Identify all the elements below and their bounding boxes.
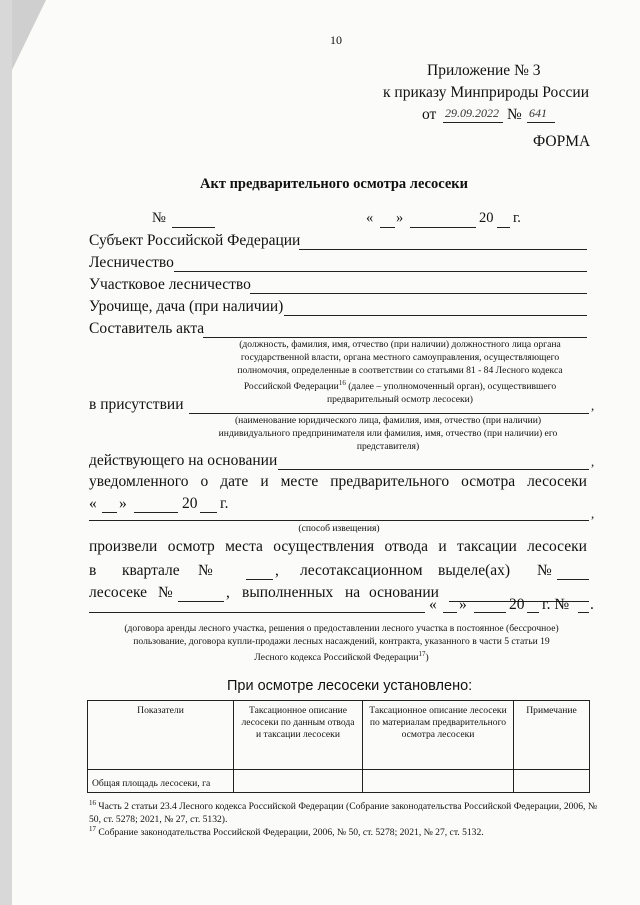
appendix-label: Приложение № 3 <box>427 62 541 79</box>
tract-field[interactable] <box>284 315 587 316</box>
established-heading: При осмотре лесосеки установлено: <box>227 678 473 694</box>
district-forestry-field[interactable] <box>250 293 587 294</box>
basis-field[interactable] <box>278 469 589 470</box>
act-date-quote-close: » <box>396 210 404 226</box>
row-cell-survey[interactable] <box>234 770 363 793</box>
header-note: Примечание <box>514 701 590 770</box>
table-header-row <box>88 701 590 770</box>
order-label: к приказу Минприроды России <box>383 84 590 101</box>
district-forestry-label: Участковое лесничество <box>89 276 251 293</box>
page-number: 10 <box>330 33 342 47</box>
act-year-prefix: 20 <box>479 210 494 226</box>
order-number-value: 641 <box>529 106 547 120</box>
notice-method-field[interactable] <box>89 520 589 521</box>
section-number-field[interactable] <box>557 579 589 580</box>
contract-month-field[interactable] <box>474 612 506 613</box>
footnote-separator <box>87 792 237 793</box>
presence-note: (наименование юридического лица, фамилия, имя, отчество (при наличии) индивидуального предпринимателя или фамилия, имя, отчество (при наличии) его представителя) <box>218 415 558 452</box>
act-day-field[interactable] <box>380 227 395 228</box>
form-label: ФОРМА <box>533 133 591 150</box>
page-corner-shadow <box>12 0 46 70</box>
basis-label: действующего на основании <box>89 452 278 469</box>
quarter-number-field[interactable] <box>246 579 273 580</box>
inspection-line: произвели осмотр места осуществления отвода и таксации лесосеки <box>89 538 587 555</box>
contract-year-field[interactable] <box>527 612 539 613</box>
act-number-field[interactable] <box>172 227 215 228</box>
forestry-field[interactable] <box>174 271 587 272</box>
notified-day-field[interactable] <box>102 512 117 513</box>
order-date-prefix: от <box>422 106 437 123</box>
document-title: Акт предварительного осмотра лесосеки <box>200 176 468 192</box>
forestry-label: Лесничество <box>89 254 174 271</box>
act-date-quote-open: « <box>366 210 374 226</box>
notified-year-field[interactable] <box>200 512 217 513</box>
compiler-label: Составитель акта <box>89 320 205 337</box>
act-year-field[interactable] <box>497 227 510 228</box>
notified-month-field[interactable] <box>134 512 178 513</box>
notice-method-note: (способ извещения) <box>298 523 380 534</box>
compiler-note: (должность, фамилия, имя, отчество (при наличии) должностного лица органа государственной власти, органа местного самоуправления, осуществляющего полномочия, определенные в соответствии со статьями 81 - 84 Лесного кодекса Российской Федерации$^{16}$ (далее – уполномоченный орган), осуществившего предварительный осмотр лесосеки) <box>237 339 563 406</box>
contract-day-field[interactable] <box>443 612 457 613</box>
row-label: Общая площадь лесосеки, га <box>88 770 234 793</box>
notified-line: уведомленного о дате и месте предварительного осмотра лесосеки <box>89 473 587 490</box>
presence-label: в присутствии <box>89 396 184 413</box>
row-cell-note[interactable] <box>514 770 590 793</box>
order-number-prefix: № <box>507 106 522 123</box>
subject-field[interactable] <box>299 249 587 250</box>
inspection-table <box>87 700 590 793</box>
contract-note: (договора аренды лесного участка, решения о предоставлении лесного участка в постоянное (бессрочное) пользование, договора купли-продажи лесных насаждений, контракта, указанного в части 5 статьи 19 Лесного кодекса Российской Федерации$^{17}$) <box>124 623 559 664</box>
act-month-field[interactable] <box>410 227 476 228</box>
contract-number-field[interactable] <box>578 612 589 613</box>
document-page: 10 Приложение № 3 к приказу Минприроды России от 29.09.2022 № 641 ФОРМА Акт предварительного осмотра лесосеки № « » 20 г. Субъект Российской Федерации Лесничество Участковое лесничество Урочище, дача (при наличии) Составитель акта (должность, фамилия, имя, отчество (при наличии) должностного лица органа государственной власти, органа местного самоуправления, осуществляющего полномочия, определенные в соответствии со статьями 81 - 84 Лесного кодекса Российской Федерации$^{16}$ (далее – уполномоченный орган), осуществившего предварительный осмотр лесосеки) в присутствии , (наименование юридического лица, фамилия, имя, отчество (при наличии) индивидуального предпринимателя или фамилия, имя, отчество (при наличии) его представителя) действующего на основании , уведомленного о дате и месте предварительного осмотра лесосеки « » 20 г. , (способ извещения) произвели осмотр места осуществления отвода и таксации лесосеки в квартале № , лесотаксационном выделе(ах) № лесосеке № , выполненных на основании « » 20 г. № . (договора аренды лесного участка, решения о предоставлении лесного участка в постоянное (бессрочное) пользование, договора купли-продажи лесных насаждений, контракта, указанного в части 5 статьи 19 Лесного кодекса Российской Федерации$^{17}$) При осмотре лесосеки установлено: Показатели Таксационное описание лесосеки по данным отвода и таксации лесосеки Таксационное описание лесосеки по материалам предварительного осмотра лесосеки Примечание Общая площадь лесосеки, га $^{16}$ Часть 2 статьи 23.4 Лесного кодекса Российской Федерации (Собрание законодательства Российской Федерации, 2006, № 50, ст. 5278; 2021, № 27, ст. 5132). $^{17}$ Собрание законодательства Российской Федерации, 2006, № 50, ст. 5278; 2021, № 27, ст. 5132. <box>12 0 640 905</box>
footnote-17: $^{17}$ Собрание законодательства Российской Федерации, 2006, № 50, ст. 5278; 2021, № 27, ст. 5132. <box>89 825 484 839</box>
act-year-suffix: г. <box>513 210 521 226</box>
order-date-value: 29.09.2022 <box>445 106 499 120</box>
tract-label: Урочище, дача (при наличии) <box>89 298 284 315</box>
header-survey-data: Таксационное описание лесосеки по данным отвода и таксации лесосеки <box>234 701 363 770</box>
act-number-label: № <box>152 210 166 226</box>
row-cell-inspection[interactable] <box>363 770 514 793</box>
contract-field[interactable] <box>89 612 425 613</box>
subject-label: Субъект Российской Федерации <box>89 232 301 249</box>
header-indicators: Показатели <box>88 701 234 770</box>
table-row <box>88 770 590 793</box>
header-inspection-data: Таксационное описание лесосеки по материалам предварительного осмотра лесосеки <box>363 701 514 770</box>
plot-number-field[interactable] <box>178 601 224 602</box>
footnote-16: $^{16}$ Часть 2 статьи 23.4 Лесного кодекса Российской Федерации (Собрание законодательства Российской Федерации, 2006, № 50, ст. 5278; 2021, № 27, ст. 5132). <box>89 799 597 826</box>
